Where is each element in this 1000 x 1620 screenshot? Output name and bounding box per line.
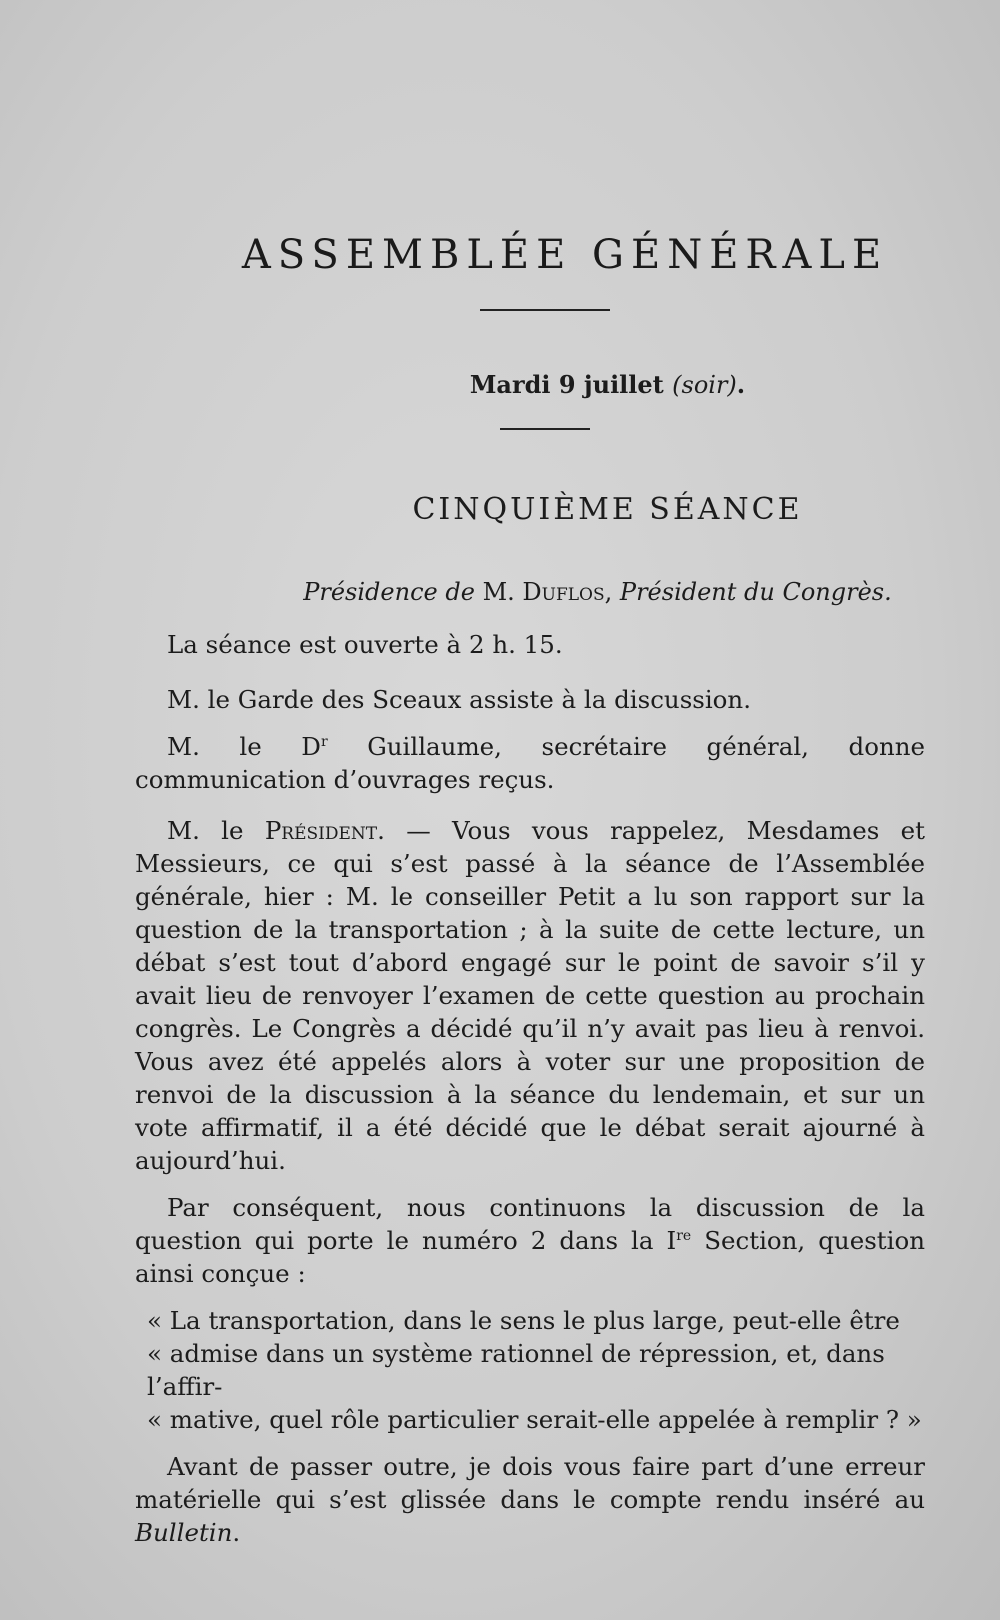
paragraph-secretaire — [135, 730, 925, 796]
quote-line-3: « mative, quel rôle particulier serait-elle appelée à remplir ? » — [147, 1405, 922, 1434]
page-title: ASSEMBLÉE GÉNÉRALE — [241, 232, 889, 278]
p5-start: Par conséquent, nous continuons la discussion de la question qui porte le numéro 2 dans la I — [135, 1193, 925, 1255]
paragraph-garde-des-sceaux: M. le Garde des Sceaux assiste à la discussion. — [167, 685, 751, 714]
p5-end: Section, question ainsi conçue : — [135, 1226, 925, 1288]
p6-end: . — [232, 1518, 241, 1547]
presidence-line — [135, 578, 950, 606]
p4-start: M. le — [167, 816, 265, 845]
session-date — [135, 370, 950, 399]
body-text — [135, 628, 925, 1549]
session-date-end: . — [736, 370, 746, 399]
presidence-title: M. — [482, 578, 515, 606]
session-heading: CINQUIÈME SÉANCE — [412, 492, 803, 527]
quote-line-1: « La transportation, dans le sens le plus large, peut-elle être — [147, 1306, 900, 1335]
p3-start: M. le D — [167, 732, 321, 761]
paragraph-consequence — [135, 1191, 925, 1290]
p4-body: . — Vous vous rappelez, Mesdames et Messieurs, ce qui s’est passé à la séance de l’Assemblée générale, hier : M. le conseiller Petit a lu son rapport sur la question de la transportation ; à la suite de cette lecture, un débat s’est tout d’abord engagé sur le point de savoir s’il y avait lieu de renvoyer l’examen de cette question au prochain congrès. Le Congrès a décidé qu’il n’y avait pas lieu à renvoi. Vous avez été appelés alors à voter sur une proposition de renvoi de la discussion à la séance du lendemain, et sur un vote affirmatif, il a été décidé que le débat serait ajourné à aujourd’hui. — [135, 816, 925, 1175]
p4-speaker: Président — [264, 816, 378, 845]
title-divider — [480, 309, 610, 311]
paragraph-opening: La séance est ouverte à 2 h. 15. — [167, 630, 563, 659]
presidence-label: Présidence de — [303, 578, 475, 606]
question-quote — [135, 1304, 925, 1436]
p6-bulletin: Bulletin — [135, 1518, 233, 1547]
presidence-name: Duflos, — [522, 578, 613, 606]
paragraph-erreur — [135, 1450, 925, 1549]
session-date-note: (soir) — [672, 371, 737, 399]
p3-end: Guillaume, secrétaire général, donne communication d’ouvrages reçus. — [135, 732, 925, 794]
presidence-role: Président du Congrès. — [619, 578, 892, 606]
date-divider — [500, 428, 590, 430]
session-date-main: Mardi 9 juillet — [469, 370, 664, 399]
paragraph-president-speech — [135, 814, 925, 1177]
p3-sup: r — [320, 733, 328, 750]
p5-sup: re — [676, 1227, 692, 1244]
p6-start: Avant de passer outre, je dois vous faire part d’une erreur matérielle qui s’est glissée dans le compte rendu inséré au — [135, 1452, 925, 1514]
quote-line-2: « admise dans un système rationnel de répression, et, dans l’affir- — [147, 1339, 885, 1401]
